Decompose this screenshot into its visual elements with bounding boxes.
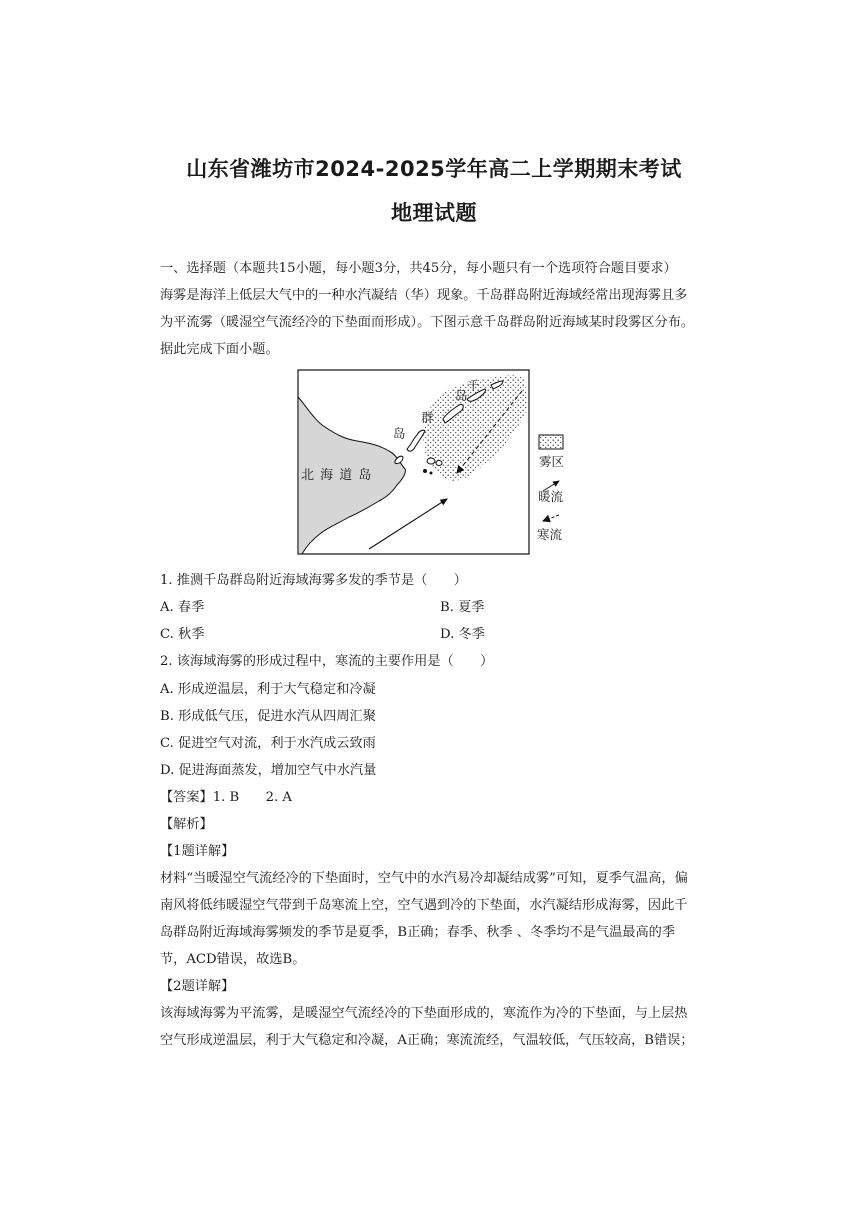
island-label-char: 千 bbox=[467, 378, 480, 393]
q1-option-a: A. 春季 bbox=[160, 600, 205, 615]
map-svg bbox=[297, 369, 567, 559]
detail-1-heading: 【1题详解】 bbox=[160, 844, 235, 859]
material-line: 据此完成下面小题。 bbox=[160, 342, 279, 357]
island-label-char: 群 bbox=[421, 410, 434, 425]
kuril-island bbox=[436, 461, 442, 466]
kuril-island bbox=[427, 458, 435, 464]
document-title: 山东省潍坊市2024-2025学年高二上学期期末考试 bbox=[186, 157, 682, 181]
detail-2-heading: 【2题详解】 bbox=[160, 979, 235, 994]
material-line: 为平流雾（暖湿空气流经冷的下垫面而形成）。下图示意千岛群岛附近海域某时段雾区分布。 bbox=[160, 315, 695, 330]
material-line: 海雾是海洋上低层大气中的一种水汽凝结（华）现象。千岛群岛附近海域经常出现海雾且多 bbox=[160, 288, 688, 303]
cold-legend-arrow bbox=[543, 515, 559, 521]
island-label-char: 岛 bbox=[455, 388, 468, 403]
cold-legend-label: 寒流 bbox=[537, 527, 563, 542]
detail-1-line: 南风将低纬暖湿空气带到千岛寒流上空，空气遇到冷的下垫面，水汽凝结形成海雾，因此千 bbox=[160, 898, 688, 913]
detail-2-line: 该海域海雾为平流雾，是暖湿空气流经冷的下垫面形成的，寒流作为冷的下垫面，与上层热 bbox=[160, 1006, 688, 1021]
detail-1-line: 材料“当暖湿空气流经冷的下垫面时，空气中的水汽易冷却凝结成雾”可知，夏季气温高，偏 bbox=[160, 871, 688, 886]
warm-legend-label: 暖流 bbox=[538, 489, 564, 504]
kuril-island bbox=[430, 472, 433, 475]
answer-line: 【答案】1. B 2. A bbox=[160, 790, 292, 805]
q2-option-b: B. 形成低气压，促进水汽从四周汇聚 bbox=[160, 709, 376, 724]
kuril-fog-map bbox=[297, 369, 567, 559]
detail-2-line: 空气形成逆温层，利于大气稳定和冷凝，A正确；寒流流经，气温较低，气压较高，B错误； bbox=[160, 1033, 694, 1048]
section-heading: 一、选择题（本题共15小题，每小题3分，共45分，每小题只有一个选项符合题目要求） bbox=[160, 261, 677, 276]
island-label-char: 岛 bbox=[393, 426, 406, 441]
q1-option-b: B. 夏季 bbox=[440, 600, 485, 615]
q2-option-d: D. 促进海面蒸发，增加空气中水汽量 bbox=[160, 763, 377, 778]
kuril-island bbox=[423, 469, 427, 473]
q1-option-c: C. 秋季 bbox=[160, 627, 205, 642]
hokkaido-label: 北 海 道 岛 bbox=[301, 468, 373, 483]
detail-1-line: 岛群岛附近海域海雾频发的季节是夏季，B正确；春季、秋季 、冬季均不是气温最高的季 bbox=[160, 925, 676, 940]
q1-option-d: D. 冬季 bbox=[440, 627, 485, 642]
question-2-stem: 2. 该海域海雾的形成过程中，寒流的主要作用是（ ） bbox=[160, 654, 494, 669]
document-subtitle: 地理试题 bbox=[391, 201, 477, 225]
analysis-heading: 【解析】 bbox=[160, 817, 213, 832]
q2-option-c: C. 促进空气对流，利于水汽成云致雨 bbox=[160, 736, 376, 751]
q2-option-a: A. 形成逆温层，利于大气稳定和冷凝 bbox=[160, 682, 376, 697]
detail-1-line: 节，ACD错误，故选B。 bbox=[160, 952, 306, 967]
question-1-stem: 1. 推测千岛群岛附近海域海雾多发的季节是（ ） bbox=[160, 573, 467, 588]
fog-legend-swatch bbox=[539, 435, 563, 449]
fog-legend-label: 雾区 bbox=[539, 454, 565, 469]
